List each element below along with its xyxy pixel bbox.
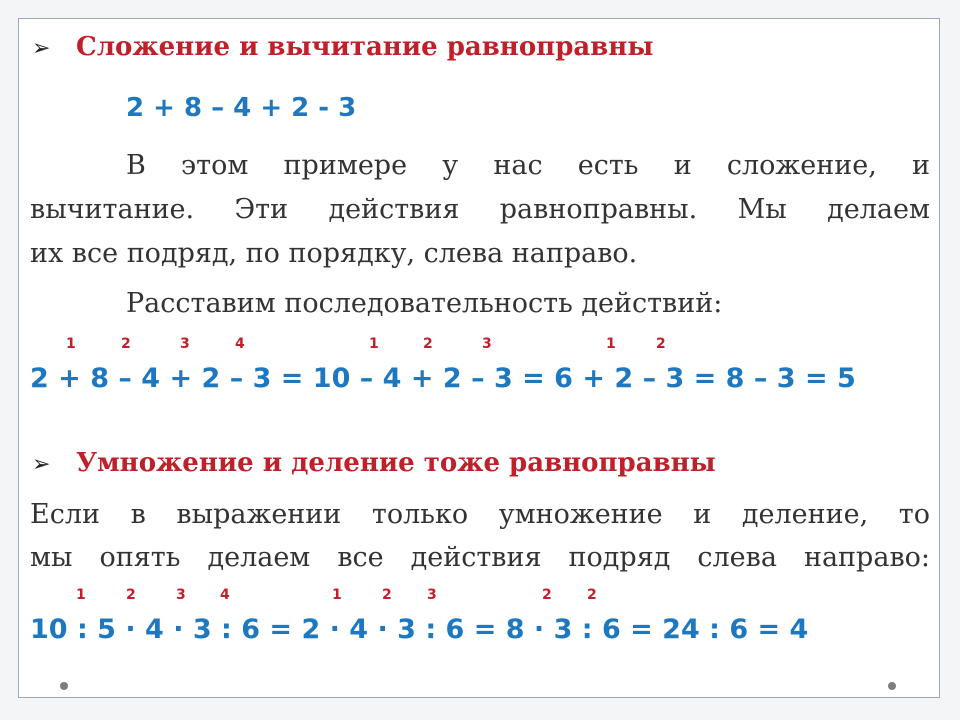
section2-paragraph-line-2: мы опять делаем все действия подряд слева направо:	[30, 542, 930, 573]
step-number: 3	[427, 587, 437, 603]
section1-heading: Сложение и вычитание равноправны	[76, 32, 654, 62]
corner-dot-left	[60, 682, 68, 690]
step-number: 1	[606, 336, 616, 352]
section1-solution: 2 + 8 – 4 + 2 – 3 = 10 – 4 + 2 – 3 = 6 + 2 – 3 = 8 – 3 = 5	[30, 363, 856, 394]
step-number: 2	[587, 587, 597, 603]
step-number: 1	[332, 587, 342, 603]
section2-solution: 10 : 5 · 4 · 3 : 6 = 2 · 4 · 3 : 6 = 8 · 3 : 6 = 24 : 6 = 4	[30, 614, 809, 645]
step-number: 1	[66, 336, 76, 352]
bullet-arrow-icon: ➢	[32, 36, 51, 61]
section1-paragraph-line-1: В этом примере у нас есть и сложение, и	[126, 150, 930, 181]
section1-paragraph-line-3: их все подряд, по порядку, слева направо.	[30, 238, 638, 269]
step-number: 1	[76, 587, 86, 603]
step-number: 3	[176, 587, 186, 603]
step-number: 1	[369, 336, 379, 352]
step-number: 2	[656, 336, 666, 352]
step-number: 2	[382, 587, 392, 603]
step-number: 2	[121, 336, 131, 352]
section1-arrange-text: Расставим последовательность действий:	[126, 288, 723, 319]
step-number: 4	[235, 336, 245, 352]
step-number: 2	[126, 587, 136, 603]
step-number: 4	[220, 587, 230, 603]
step-number: 3	[180, 336, 190, 352]
section2-heading: Умножение и деление тоже равноправны	[76, 448, 716, 478]
bullet-arrow-icon: ➢	[32, 452, 51, 477]
section2-paragraph-line-1: Если в выражении только умножение и деление, то	[30, 499, 930, 530]
step-number: 3	[482, 336, 492, 352]
step-number: 2	[423, 336, 433, 352]
step-number: 2	[542, 587, 552, 603]
corner-dot-right	[888, 682, 896, 690]
section1-paragraph-line-2: вычитание. Эти действия равноправны. Мы делаем	[30, 194, 930, 225]
section1-example: 2 + 8 – 4 + 2 - 3	[126, 93, 357, 123]
